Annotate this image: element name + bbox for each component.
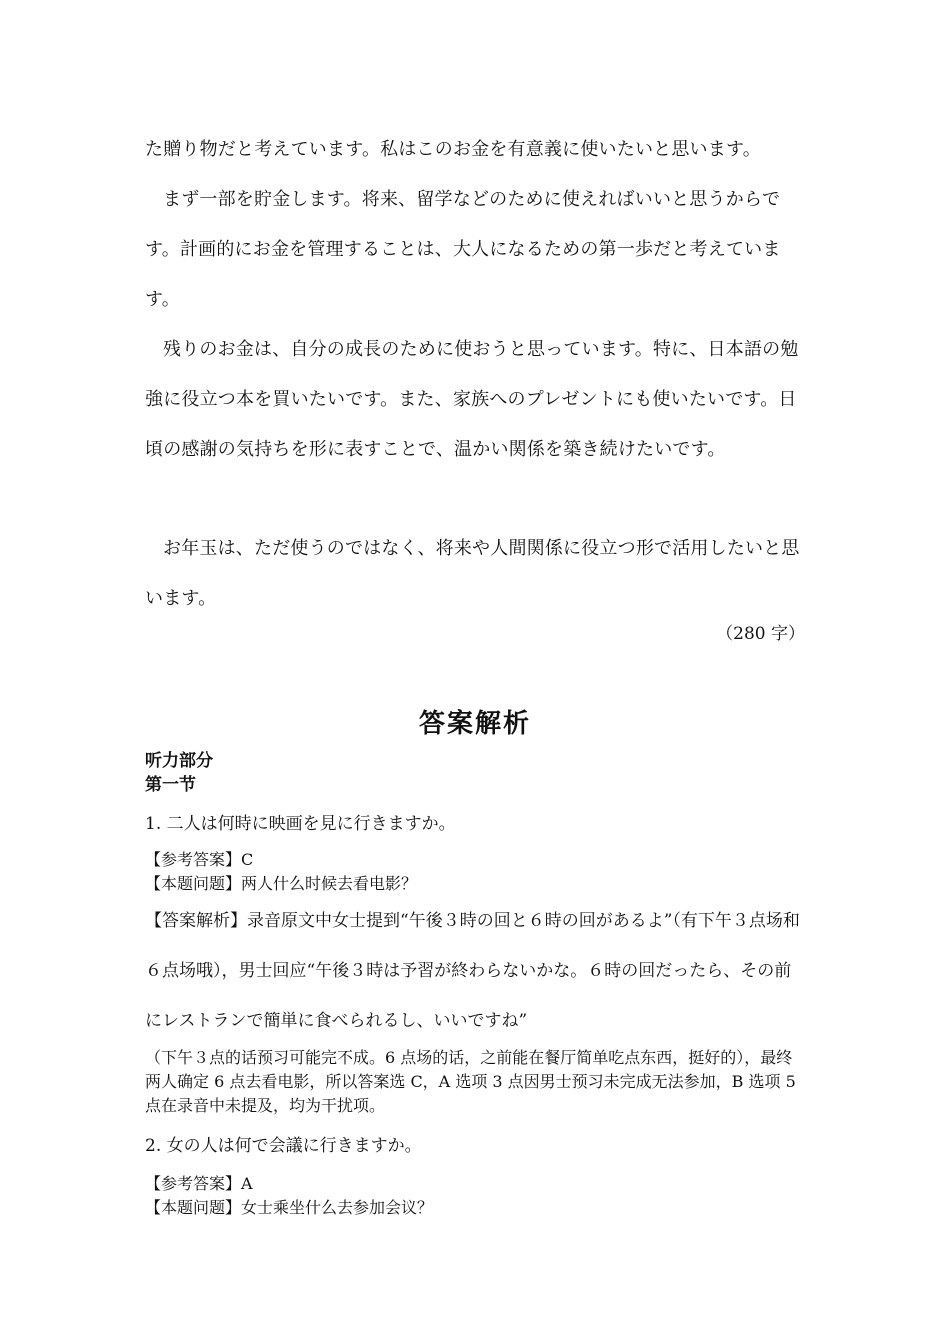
section-title: 答案解析 [418, 709, 531, 739]
question-1-explanation: 【答案解析】录音原文中女士提到“午後３時の回と６時の回があるよ”（有下午３点场和６点场哦），男士回应“午後３時は予習が終わらないかな。６時の回だったら、その前にレストランで簡単に食べられるし、いいですね” [145, 911, 800, 1031]
section-heading: 第一节 [145, 775, 196, 795]
essay-paragraph-4: お年玉は、ただ使うのではなく、将来や人間関係に役立つ形で活用したいと思います。 [145, 538, 800, 609]
part-heading: 听力部分 [145, 751, 213, 771]
question-2: 2. 女の人は何で会議に行きますか。 [145, 1136, 422, 1156]
document-page [145, 0, 805, 1344]
question-2-problem: 【本题问题】女士乘坐什么去参加会议？ [145, 1198, 434, 1217]
question-1: 1. 二人は何時に映画を見に行きますか。 [145, 814, 456, 834]
essay-paragraph-3: 残りのお金は、自分の成長のために使おうと思っています。特に、日本語の勉強に役立つ本を買いたいです。また、家族へのプレゼントにも使いたいです。日頃の感謝の気持ちを形に表すことで、温かい関係を築き続けたいです。 [145, 339, 799, 460]
char-count: （280 字） [716, 624, 805, 644]
essay-paragraph-2: まず一部を貯金します。将来、留学などのために使えればいいと思うからです。計画的にお金を管理することは、大人になるための第一歩だと考えています。 [145, 189, 781, 310]
question-2-answer: 【参考答案】A [145, 1174, 253, 1193]
essay-paragraph-1: た贈り物だと考えています。私はこのお金を有意義に使いたいと思います。 [145, 139, 761, 160]
question-1-answer: 【参考答案】C [145, 850, 254, 869]
question-1-problem: 【本题问题】两人什么时候去看电影？ [145, 874, 418, 893]
question-1-explanation-cont: （下午３点的话预习可能完不成。6 点场的话，之前能在餐厅简单吃点东西，挺好的），最终两人确定 6 点去看电影，所以答案选 C，A 选项 3 点因男士预习未完成无法参加，B 选项 5 点在录音中未提及，均为干扰项。 [145, 1048, 796, 1115]
